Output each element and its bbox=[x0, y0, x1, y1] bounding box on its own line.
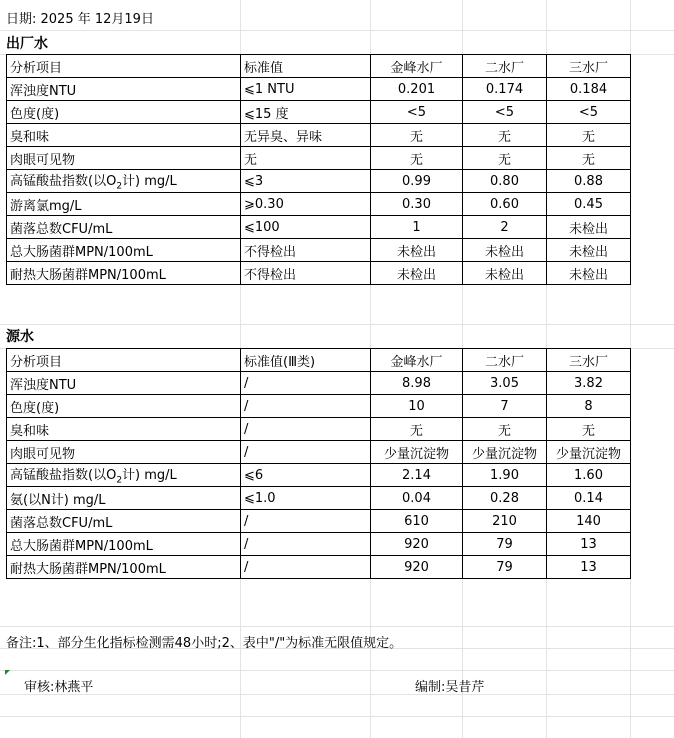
table-cell[interactable]: / bbox=[241, 510, 371, 533]
table-row bbox=[7, 101, 631, 124]
header-cell[interactable]: 分析项目 bbox=[7, 349, 241, 372]
table-cell[interactable]: 无 bbox=[463, 147, 547, 170]
table-cell[interactable]: 920 bbox=[371, 533, 463, 556]
outflow-section-title: 出厂水 bbox=[6, 36, 48, 52]
table-row bbox=[7, 170, 631, 193]
table-cell[interactable]: 未检出 bbox=[371, 239, 463, 262]
table-cell[interactable]: 总大肠菌群MPN/100mL bbox=[7, 533, 241, 556]
table-cell[interactable]: 氨(以N计) mg/L bbox=[7, 487, 241, 510]
table-cell[interactable]: 无 bbox=[463, 124, 547, 147]
table-cell[interactable]: 79 bbox=[463, 556, 547, 579]
table-cell[interactable]: 少量沉淀物 bbox=[547, 441, 631, 464]
table-header-row bbox=[7, 349, 631, 372]
table-cell[interactable]: 610 bbox=[371, 510, 463, 533]
table-cell[interactable]: 0.60 bbox=[463, 193, 547, 216]
table-cell[interactable]: 无 bbox=[547, 418, 631, 441]
table-cell[interactable]: 10 bbox=[371, 395, 463, 418]
table-cell[interactable]: 无 bbox=[371, 418, 463, 441]
table-cell[interactable]: ⩽1 NTU bbox=[241, 78, 371, 101]
table-cell[interactable]: 8.98 bbox=[371, 372, 463, 395]
table-cell[interactable]: 菌落总数CFU/mL bbox=[7, 216, 241, 239]
table-row bbox=[7, 147, 631, 170]
table-cell[interactable]: 未检出 bbox=[463, 262, 547, 285]
remarks-note: 备注:1、部分生化指标检测需48小时;2、表中"/"为标准无限值规定。 bbox=[6, 636, 403, 651]
table-cell[interactable]: 0.80 bbox=[463, 170, 547, 193]
table-cell[interactable]: 0.14 bbox=[547, 487, 631, 510]
table-cell[interactable]: 920 bbox=[371, 556, 463, 579]
table-cell[interactable]: 7 bbox=[463, 395, 547, 418]
table-row bbox=[7, 239, 631, 262]
table-row bbox=[7, 533, 631, 556]
table-cell[interactable]: 1.60 bbox=[547, 464, 631, 487]
table-cell[interactable]: 高锰酸盐指数(以$O_2$计) mg/L bbox=[7, 464, 241, 487]
header-cell[interactable]: 二水厂 bbox=[463, 55, 547, 78]
table-cell[interactable]: 3.05 bbox=[463, 372, 547, 395]
table-header-row bbox=[7, 55, 631, 78]
table-cell[interactable]: 浑浊度NTU bbox=[7, 78, 241, 101]
table-cell[interactable]: 未检出 bbox=[547, 262, 631, 285]
table-cell[interactable]: 菌落总数CFU/mL bbox=[7, 510, 241, 533]
table-row bbox=[7, 262, 631, 285]
table-row bbox=[7, 441, 631, 464]
table-cell[interactable]: 浑浊度NTU bbox=[7, 372, 241, 395]
table-cell[interactable]: 游离氯mg/L bbox=[7, 193, 241, 216]
table-cell[interactable]: 少量沉淀物 bbox=[463, 441, 547, 464]
table-cell[interactable]: / bbox=[241, 533, 371, 556]
table-cell[interactable]: 未检出 bbox=[463, 239, 547, 262]
table-cell[interactable]: 13 bbox=[547, 533, 631, 556]
table-cell[interactable]: 不得检出 bbox=[241, 239, 371, 262]
table-cell[interactable]: 2 bbox=[463, 216, 547, 239]
table-row bbox=[7, 556, 631, 579]
source-section-title: 源水 bbox=[6, 329, 34, 345]
table-cell[interactable]: 无 bbox=[241, 147, 371, 170]
table-cell[interactable]: 色度(度) bbox=[7, 395, 241, 418]
outflow-table bbox=[6, 54, 631, 285]
table-cell[interactable]: <5 bbox=[463, 101, 547, 124]
table-cell[interactable]: 肉眼可见物 bbox=[7, 441, 241, 464]
table-cell[interactable]: 210 bbox=[463, 510, 547, 533]
header-cell[interactable]: 三水厂 bbox=[547, 349, 631, 372]
table-cell[interactable]: 无 bbox=[547, 147, 631, 170]
table-cell[interactable]: 无 bbox=[371, 147, 463, 170]
table-row bbox=[7, 395, 631, 418]
table-cell[interactable]: 色度(度) bbox=[7, 101, 241, 124]
table-row bbox=[7, 464, 631, 487]
table-cell[interactable]: 0.88 bbox=[547, 170, 631, 193]
header-cell[interactable]: 三水厂 bbox=[547, 55, 631, 78]
header-cell[interactable]: 二水厂 bbox=[463, 349, 547, 372]
header-cell[interactable]: 标准值 bbox=[241, 55, 371, 78]
table-cell[interactable]: 0.04 bbox=[371, 487, 463, 510]
table-row bbox=[7, 193, 631, 216]
table-cell[interactable]: 1.90 bbox=[463, 464, 547, 487]
table-cell[interactable]: 肉眼可见物 bbox=[7, 147, 241, 170]
table-row bbox=[7, 78, 631, 101]
table-cell[interactable]: 0.28 bbox=[463, 487, 547, 510]
table-cell[interactable]: 0.174 bbox=[463, 78, 547, 101]
table-cell[interactable]: / bbox=[241, 372, 371, 395]
table-cell[interactable]: 2.14 bbox=[371, 464, 463, 487]
table-row bbox=[7, 372, 631, 395]
table-cell[interactable]: 0.99 bbox=[371, 170, 463, 193]
table-cell[interactable]: 8 bbox=[547, 395, 631, 418]
table-cell[interactable]: 79 bbox=[463, 533, 547, 556]
table-row bbox=[7, 124, 631, 147]
report-date: 日期: 2025 年 12月19日 bbox=[6, 12, 154, 27]
table-cell[interactable]: 0.184 bbox=[547, 78, 631, 101]
table-cell[interactable]: 3.82 bbox=[547, 372, 631, 395]
editor-signoff: 编制:吴昔芹 bbox=[415, 680, 485, 695]
table-cell[interactable]: 臭和味 bbox=[7, 124, 241, 147]
table-cell[interactable]: 无 bbox=[371, 124, 463, 147]
table-cell[interactable]: / bbox=[241, 441, 371, 464]
table-cell[interactable]: 耐热大肠菌群MPN/100mL bbox=[7, 556, 241, 579]
header-cell[interactable]: 分析项目 bbox=[7, 55, 241, 78]
table-cell[interactable]: 少量沉淀物 bbox=[371, 441, 463, 464]
source-table bbox=[6, 348, 631, 579]
header-cell[interactable]: 金峰水厂 bbox=[371, 55, 463, 78]
table-row bbox=[7, 510, 631, 533]
table-cell[interactable]: / bbox=[241, 556, 371, 579]
table-cell[interactable]: 未检出 bbox=[547, 239, 631, 262]
table-cell[interactable]: / bbox=[241, 395, 371, 418]
table-cell[interactable]: 0.45 bbox=[547, 193, 631, 216]
table-cell[interactable]: 140 bbox=[547, 510, 631, 533]
header-cell[interactable]: 标准值(Ⅲ类) bbox=[241, 349, 371, 372]
table-cell[interactable]: 总大肠菌群MPN/100mL bbox=[7, 239, 241, 262]
table-cell[interactable]: ⩽3 bbox=[241, 170, 371, 193]
table-cell[interactable]: 高锰酸盐指数(以$O_2$计) mg/L bbox=[7, 170, 241, 193]
table-row bbox=[7, 487, 631, 510]
table-cell[interactable]: ⩽100 bbox=[241, 216, 371, 239]
table-cell[interactable]: <5 bbox=[371, 101, 463, 124]
table-cell[interactable]: ⩾0.30 bbox=[241, 193, 371, 216]
reviewer-signoff: 审核:林燕平 bbox=[24, 680, 94, 695]
table-cell[interactable]: 无异臭、异味 bbox=[241, 124, 371, 147]
table-cell[interactable]: <5 bbox=[547, 101, 631, 124]
table-cell[interactable]: 臭和味 bbox=[7, 418, 241, 441]
table-row bbox=[7, 216, 631, 239]
table-cell[interactable]: 0.201 bbox=[371, 78, 463, 101]
cell-comment-indicator-icon bbox=[5, 670, 10, 675]
table-cell[interactable]: 未检出 bbox=[371, 262, 463, 285]
table-cell[interactable]: / bbox=[241, 418, 371, 441]
header-cell[interactable]: 金峰水厂 bbox=[371, 349, 463, 372]
table-cell[interactable]: ⩽6 bbox=[241, 464, 371, 487]
table-cell[interactable]: 13 bbox=[547, 556, 631, 579]
table-cell[interactable]: 未检出 bbox=[547, 216, 631, 239]
table-cell[interactable]: 耐热大肠菌群MPN/100mL bbox=[7, 262, 241, 285]
table-cell[interactable]: 无 bbox=[463, 418, 547, 441]
table-row bbox=[7, 418, 631, 441]
table-cell[interactable]: 不得检出 bbox=[241, 262, 371, 285]
table-cell[interactable]: 1 bbox=[371, 216, 463, 239]
table-cell[interactable]: 0.30 bbox=[371, 193, 463, 216]
table-cell[interactable]: ⩽15 度 bbox=[241, 101, 371, 124]
table-cell[interactable]: 无 bbox=[547, 124, 631, 147]
table-cell[interactable]: ⩽1.0 bbox=[241, 487, 371, 510]
